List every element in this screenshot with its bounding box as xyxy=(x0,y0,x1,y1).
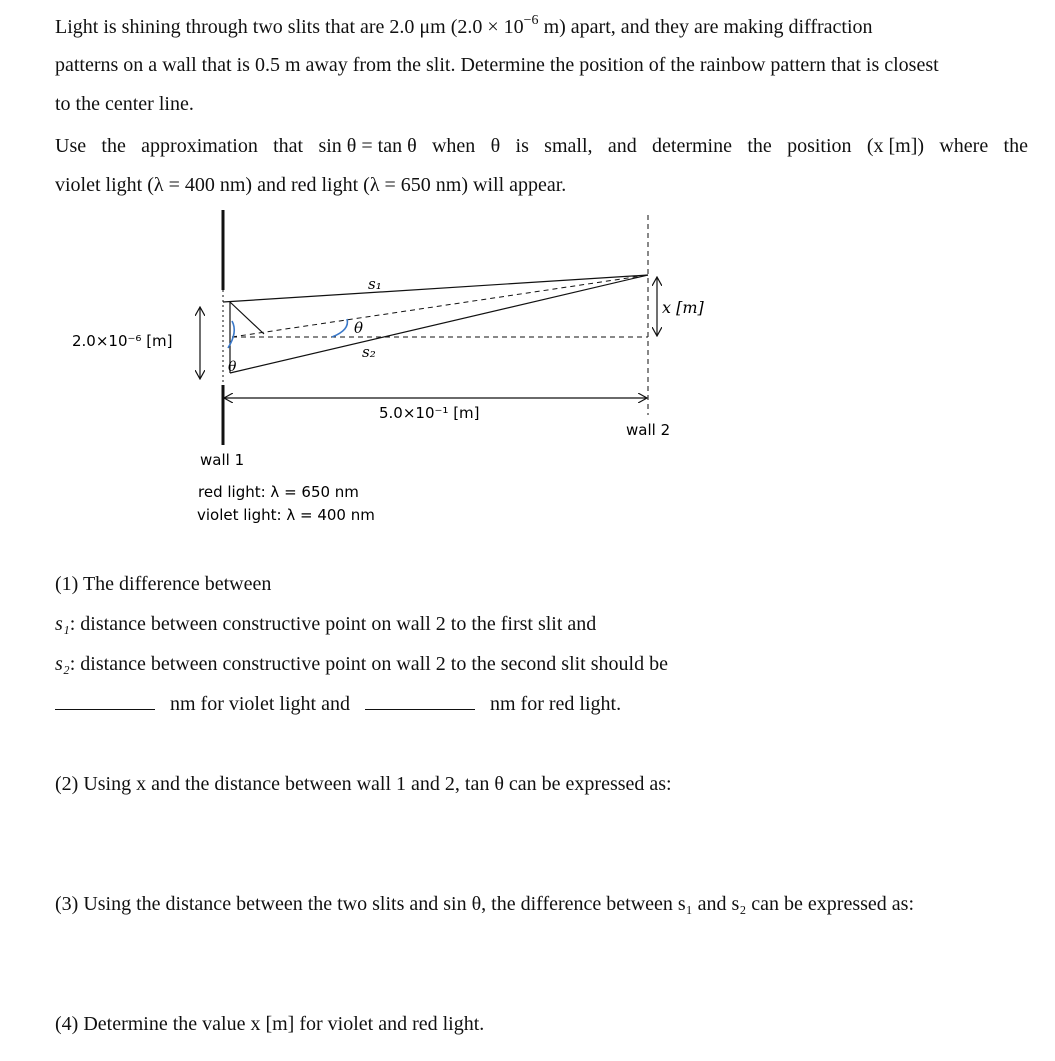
red-answer-blank[interactable] xyxy=(365,697,475,710)
s2-label: s₂ xyxy=(362,343,376,361)
double-slit-diagram xyxy=(0,200,760,530)
q1-line-3: s₂: distance between constructive point on wall 2 to the second slit should be xyxy=(55,653,668,675)
distance-label: 5.0×10⁻¹ [m] xyxy=(379,404,480,422)
theta-label-lower: θ xyxy=(228,359,237,375)
q2-text: (2) Using x and the distance between wall 1 and 2, tan θ can be expressed as: xyxy=(55,773,672,795)
q1-line-2: s₁: distance between constructive point on wall 2 to the first slit and xyxy=(55,613,597,635)
red-light-label: red light: λ = 650 nm xyxy=(198,483,359,501)
wall-2-label: wall 2 xyxy=(626,421,671,439)
q4-text: (4) Determine the value x [m] for violet and red light. xyxy=(55,1013,485,1035)
intro-line-5: violet light (λ = 400 nm) and red light (λ = 650 nm) will appear. xyxy=(55,174,567,196)
violet-light-label: violet light: λ = 400 nm xyxy=(197,506,375,524)
intro-line-3: to the center line. xyxy=(55,93,194,115)
ray-s2 xyxy=(230,275,648,373)
violet-answer-blank[interactable] xyxy=(55,697,155,710)
intro-line-1: Light is shining through two slits that are 2.0 μm ($2.0 \times 10^{-6}$ m) apart, and they are making diffraction xyxy=(55,13,873,38)
path-difference-line xyxy=(230,302,264,334)
q1-line-1: (1) The difference between xyxy=(55,573,272,595)
ray-s1 xyxy=(223,275,648,302)
q1-line-4: nm for violet light and nm for red light. xyxy=(55,693,621,716)
intro-line-4: Use the approximation that sin θ = tan θ when θ is small, and determine the position (x [m]) where the xyxy=(55,135,1028,157)
theta-label-upper: θ xyxy=(354,319,364,337)
theta-arc-lower xyxy=(228,321,234,348)
intro-line-2: patterns on a wall that is 0.5 m away from the slit. Determine the position of the rainbow pattern that is closest xyxy=(55,54,939,76)
q3-text: (3) Using the distance between the two slits and sin θ, the difference between s₁ and s₂ can be expressed as: xyxy=(55,893,915,915)
wall-1-label: wall 1 xyxy=(200,451,245,469)
x-label: x [m] xyxy=(662,298,704,317)
slit-separation-label: 2.0×10⁻⁶ [m] xyxy=(72,332,173,350)
angle-line xyxy=(232,275,648,337)
s1-label: s₁ xyxy=(368,275,382,293)
